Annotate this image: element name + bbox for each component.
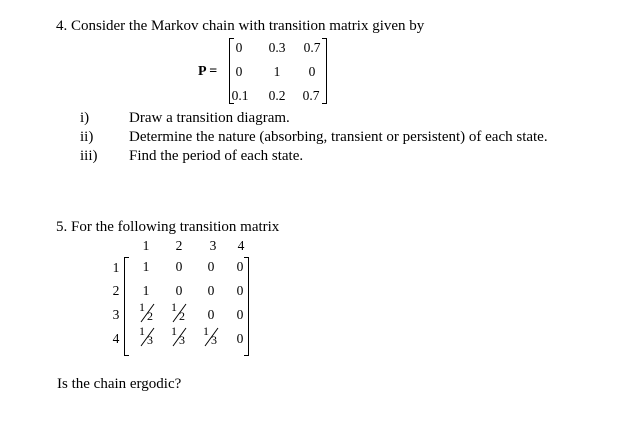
problem5-question: Is the chain ergodic? (57, 376, 182, 392)
matrix-p-cell: 0 (235, 40, 243, 55)
column-label: 1 (142, 238, 150, 253)
fraction-numerator: 1 (171, 300, 177, 314)
matrix-p-cell: 1 (273, 64, 281, 79)
fraction-cell (138, 326, 158, 348)
matrix-q-cell: 0 (207, 283, 215, 298)
column-label: 4 (237, 238, 245, 253)
matrix-q-cell: 0 (175, 283, 183, 298)
matrix-q-cell: 0 (236, 259, 244, 274)
matrix-p-cell: 0 (235, 64, 243, 79)
matrix-p-cell: 0.2 (268, 88, 286, 103)
item-text: Draw a transition diagram. (129, 110, 290, 126)
row-label: 3 (112, 307, 120, 322)
row-label: 1 (112, 260, 120, 275)
fraction-numerator: 1 (203, 324, 209, 338)
matrix-q-cell: 1 (142, 283, 150, 298)
matrix-p-cell: 0 (308, 64, 316, 79)
item-number: iii) (80, 148, 98, 164)
column-label: 2 (175, 238, 183, 253)
problem5-title: 5. For the following transition matrix (56, 219, 280, 235)
fraction-numerator: 1 (139, 300, 145, 314)
matrix-p-label: P = (198, 64, 218, 79)
matrix-q-cell: 0 (236, 307, 244, 322)
fraction-numerator: 1 (171, 324, 177, 338)
fraction-denominator: 3 (211, 333, 217, 347)
matrix-q-cell: 0 (175, 259, 183, 274)
fraction-cell (170, 326, 190, 348)
matrix-p-cell: 0.3 (268, 40, 286, 55)
row-label: 2 (112, 283, 120, 298)
matrix-q-cell: 0 (207, 259, 215, 274)
matrix-p-cell: 0.7 (302, 88, 320, 103)
matrix-p-cell: 0.7 (303, 40, 321, 55)
matrix-q-cell: 0 (236, 283, 244, 298)
fraction-cell (202, 326, 222, 348)
item-text: Determine the nature (absorbing, transient or persistent) of each state. (129, 129, 548, 145)
fraction-denominator: 3 (147, 333, 153, 347)
fraction-denominator: 3 (179, 333, 185, 347)
matrix-q-cell: 0 (207, 307, 215, 322)
fraction-numerator: 1 (139, 324, 145, 338)
item-number: ii) (80, 129, 94, 145)
row-label: 4 (112, 331, 120, 346)
column-label: 3 (209, 238, 217, 253)
item-text: Find the period of each state. (129, 148, 304, 164)
fraction-cell (170, 302, 190, 324)
matrix-p-cell: 0.1 (231, 88, 249, 103)
fraction-denominator: 2 (147, 309, 153, 323)
item-number: i) (80, 110, 90, 126)
fraction-denominator: 2 (179, 309, 185, 323)
fraction-cell (138, 302, 158, 324)
matrix-q-cell: 0 (236, 331, 244, 346)
matrix-q-left-bracket (124, 257, 129, 356)
matrix-q-cell: 1 (142, 259, 150, 274)
problem4-title: 4. Consider the Markov chain with transition matrix given by (56, 18, 425, 34)
